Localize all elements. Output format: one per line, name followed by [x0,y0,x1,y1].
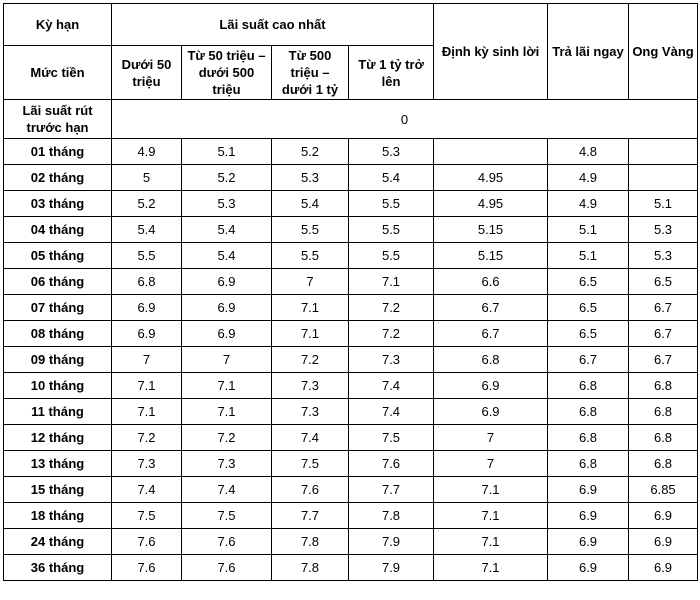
tier1-rate-cell: 7.3 [112,451,182,477]
periodic-rate-cell: 7.1 [434,529,548,555]
tier4-rate-cell: 7.4 [349,373,434,399]
term-cell: 08 tháng [4,321,112,347]
tier2-rate-cell: 7.5 [182,503,272,529]
term-cell: 15 tháng [4,477,112,503]
upfront-rate-cell: 6.9 [548,555,629,581]
tier1-rate-cell: 4.9 [112,139,182,165]
tier3-rate-cell: 7.8 [272,555,349,581]
tier4-rate-cell: 7.3 [349,347,434,373]
tier4-rate-cell: 7.7 [349,477,434,503]
tier4-rate-cell: 7.9 [349,555,434,581]
table-row [4,373,698,399]
tier4-rate-cell: 7.9 [349,529,434,555]
tier3-rate-cell: 7.8 [272,529,349,555]
tier1-rate-cell: 7.6 [112,529,182,555]
tier4-rate-cell: 7.1 [349,269,434,295]
tier3-rate-cell: 7.3 [272,399,349,425]
tier1-rate-cell: 7.2 [112,425,182,451]
upfront-rate-cell: 6.8 [548,399,629,425]
tier3-rate-cell: 5.3 [272,165,349,191]
tier2-rate-cell: 7.3 [182,451,272,477]
tier3-rate-cell: 7.4 [272,425,349,451]
max-rate-header: Lãi suất cao nhất [112,4,434,46]
periodic-rate-cell: 7.1 [434,503,548,529]
table-row [4,295,698,321]
periodic-header: Định kỳ sinh lời [434,4,548,100]
amount-header: Mức tiền [4,46,112,100]
periodic-rate-cell: 4.95 [434,191,548,217]
tier4-header: Từ 1 tỷ trở lên [349,46,434,100]
tier2-rate-cell: 6.9 [182,269,272,295]
tier3-header: Từ 500 triệu – dưới 1 tỷ [272,46,349,100]
term-cell: 09 tháng [4,347,112,373]
ong-vang-rate-cell: 6.8 [629,451,698,477]
tier4-rate-cell: 5.3 [349,139,434,165]
tier2-rate-cell: 7.4 [182,477,272,503]
periodic-rate-cell: 6.7 [434,295,548,321]
periodic-rate-cell: 6.7 [434,321,548,347]
tier4-rate-cell: 7.2 [349,295,434,321]
ong-vang-rate-cell: 6.7 [629,347,698,373]
tier3-rate-cell: 7.5 [272,451,349,477]
tier1-rate-cell: 6.8 [112,269,182,295]
periodic-rate-cell: 7.1 [434,555,548,581]
tier1-rate-cell: 5.5 [112,243,182,269]
tier4-rate-cell: 5.5 [349,243,434,269]
tier3-rate-cell: 7.1 [272,295,349,321]
tier3-rate-cell: 7.1 [272,321,349,347]
tier2-rate-cell: 6.9 [182,321,272,347]
table-row [4,269,698,295]
tier3-rate-cell: 7.7 [272,503,349,529]
term-cell: 04 tháng [4,217,112,243]
upfront-rate-cell: 6.9 [548,529,629,555]
tier3-rate-cell: 7.3 [272,373,349,399]
upfront-header: Trả lãi ngay [548,4,629,100]
upfront-rate-cell: 6.5 [548,321,629,347]
tier4-rate-cell: 7.5 [349,425,434,451]
tier3-rate-cell: 7 [272,269,349,295]
tier4-rate-cell: 7.4 [349,399,434,425]
upfront-rate-cell: 6.8 [548,425,629,451]
table-row [4,399,698,425]
tier1-rate-cell: 5.2 [112,191,182,217]
periodic-rate-cell: 7 [434,451,548,477]
ong-vang-rate-cell [629,165,698,191]
tier1-rate-cell: 6.9 [112,321,182,347]
periodic-rate-cell: 7.1 [434,477,548,503]
table-row [4,165,698,191]
ong-vang-rate-cell: 5.3 [629,243,698,269]
early-withdrawal-value: 0 [112,100,698,139]
tier1-rate-cell: 5 [112,165,182,191]
term-cell: 10 tháng [4,373,112,399]
ong-vang-rate-cell: 5.3 [629,217,698,243]
upfront-rate-cell: 6.5 [548,269,629,295]
table-row [4,451,698,477]
tier4-rate-cell: 7.8 [349,503,434,529]
periodic-rate-cell: 4.95 [434,165,548,191]
ong-vang-rate-cell: 6.7 [629,295,698,321]
tier3-rate-cell: 7.2 [272,347,349,373]
table-row [4,321,698,347]
ong-vang-rate-cell: 5.1 [629,191,698,217]
term-cell: 02 tháng [4,165,112,191]
table-row [4,139,698,165]
ong-vang-rate-cell: 6.8 [629,399,698,425]
upfront-rate-cell: 6.9 [548,503,629,529]
upfront-rate-cell: 6.9 [548,477,629,503]
tier4-rate-cell: 7.2 [349,321,434,347]
upfront-rate-cell: 4.9 [548,165,629,191]
periodic-rate-cell: 7 [434,425,548,451]
ong-vang-rate-cell: 6.85 [629,477,698,503]
table-row [4,347,698,373]
periodic-rate-cell: 6.9 [434,373,548,399]
periodic-rate-cell: 6.8 [434,347,548,373]
periodic-rate-cell: 5.15 [434,217,548,243]
tier1-rate-cell: 6.9 [112,295,182,321]
ong-vang-header: Ong Vàng [629,4,698,100]
upfront-rate-cell: 6.5 [548,295,629,321]
periodic-rate-cell: 6.9 [434,399,548,425]
upfront-rate-cell: 5.1 [548,243,629,269]
tier4-rate-cell: 7.6 [349,451,434,477]
tier4-rate-cell: 5.5 [349,191,434,217]
tier1-rate-cell: 7.1 [112,399,182,425]
periodic-rate-cell: 5.15 [434,243,548,269]
upfront-rate-cell: 6.8 [548,451,629,477]
interest-rate-table [3,3,698,581]
term-cell: 05 tháng [4,243,112,269]
table-row [4,217,698,243]
tier1-header: Dưới 50 triệu [112,46,182,100]
ong-vang-rate-cell [629,139,698,165]
table-row [4,503,698,529]
table-row [4,477,698,503]
periodic-rate-cell [434,139,548,165]
term-cell: 07 tháng [4,295,112,321]
tier2-rate-cell: 5.1 [182,139,272,165]
term-cell: 12 tháng [4,425,112,451]
tier1-rate-cell: 5.4 [112,217,182,243]
tier3-rate-cell: 5.2 [272,139,349,165]
ong-vang-rate-cell: 6.9 [629,555,698,581]
ong-vang-rate-cell: 6.7 [629,321,698,347]
rate-rows [4,139,698,581]
term-cell: 01 tháng [4,139,112,165]
table-body [4,4,698,139]
early-withdrawal-label: Lãi suất rút trước hạn [4,100,112,139]
table-row [4,243,698,269]
tier2-rate-cell: 7.1 [182,373,272,399]
upfront-rate-cell: 6.7 [548,347,629,373]
tier2-rate-cell: 7.6 [182,529,272,555]
table-row [4,529,698,555]
tier2-rate-cell: 5.2 [182,165,272,191]
tier3-rate-cell: 5.5 [272,217,349,243]
tier2-rate-cell: 7 [182,347,272,373]
tier2-header: Từ 50 triệu – dưới 500 triệu [182,46,272,100]
periodic-rate-cell: 6.6 [434,269,548,295]
tier2-rate-cell: 5.3 [182,191,272,217]
tier1-rate-cell: 7.6 [112,555,182,581]
term-header: Kỳ hạn [4,4,112,46]
tier2-rate-cell: 7.6 [182,555,272,581]
tier2-rate-cell: 7.2 [182,425,272,451]
ong-vang-rate-cell: 6.9 [629,503,698,529]
upfront-rate-cell: 4.8 [548,139,629,165]
tier4-rate-cell: 5.4 [349,165,434,191]
tier1-rate-cell: 7.1 [112,373,182,399]
table-row [4,555,698,581]
early-withdrawal-row [4,100,698,139]
ong-vang-rate-cell: 6.8 [629,425,698,451]
ong-vang-rate-cell: 6.5 [629,269,698,295]
tier1-rate-cell: 7.5 [112,503,182,529]
ong-vang-rate-cell: 6.8 [629,373,698,399]
tier1-rate-cell: 7 [112,347,182,373]
table-row [4,191,698,217]
tier4-rate-cell: 5.5 [349,217,434,243]
tier2-rate-cell: 7.1 [182,399,272,425]
tier2-rate-cell: 6.9 [182,295,272,321]
ong-vang-rate-cell: 6.9 [629,529,698,555]
tier1-rate-cell: 7.4 [112,477,182,503]
tier3-rate-cell: 5.5 [272,243,349,269]
tier3-rate-cell: 5.4 [272,191,349,217]
term-cell: 24 tháng [4,529,112,555]
upfront-rate-cell: 4.9 [548,191,629,217]
term-cell: 18 tháng [4,503,112,529]
term-cell: 11 tháng [4,399,112,425]
term-cell: 03 tháng [4,191,112,217]
tier2-rate-cell: 5.4 [182,243,272,269]
header-row-1 [4,4,698,46]
upfront-rate-cell: 6.8 [548,373,629,399]
tier2-rate-cell: 5.4 [182,217,272,243]
tier3-rate-cell: 7.6 [272,477,349,503]
upfront-rate-cell: 5.1 [548,217,629,243]
term-cell: 36 tháng [4,555,112,581]
table-row [4,425,698,451]
term-cell: 13 tháng [4,451,112,477]
term-cell: 06 tháng [4,269,112,295]
